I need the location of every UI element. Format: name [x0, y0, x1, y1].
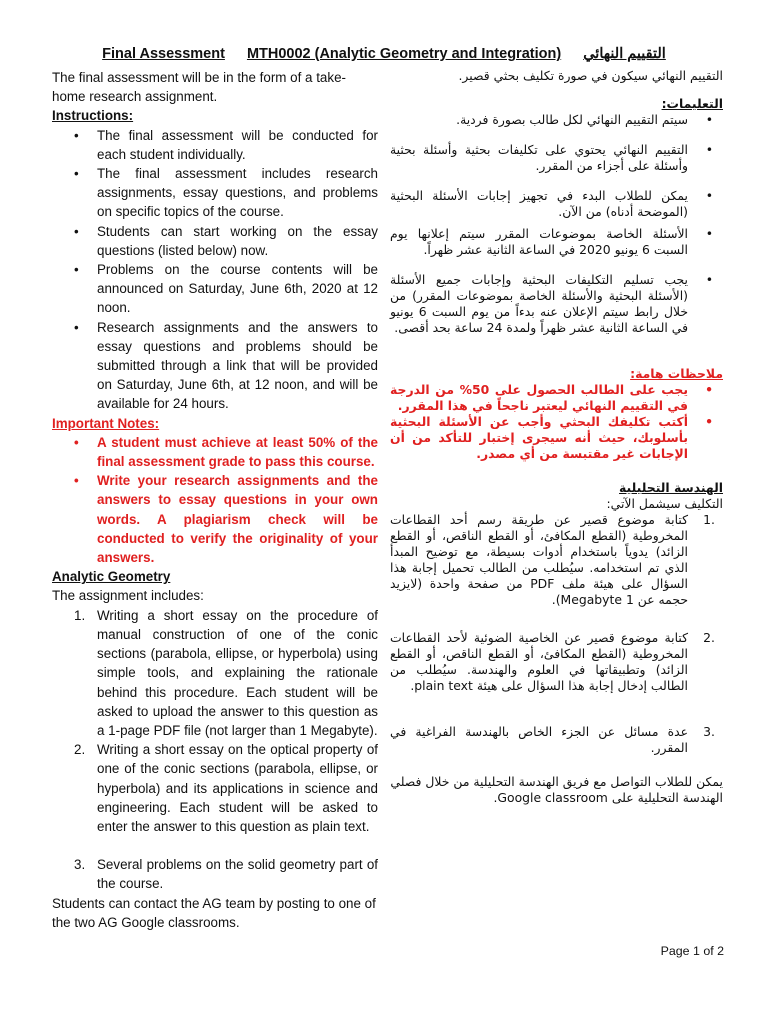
intro-text-ar: التقييم النهائي سيكون في صورة تكليف بحثي قصير. — [458, 68, 723, 83]
list-item — [390, 512, 723, 608]
ag-heading-ar: الهندسة التحليلية — [619, 480, 723, 495]
list-item: • يجب على الطالب الحصول على 50% من الدرجة في التقييم النهائي ليعتبر ناجحاً في هذا المقرر. — [390, 382, 723, 414]
instructions-heading-ar: التعليمات: — [661, 96, 723, 111]
list-item: • A student must achieve at least 50% of the final assessment grade to pass this course. — [52, 433, 378, 471]
arabic-column — [390, 68, 723, 806]
ag-intro: The assignment includes: — [52, 588, 204, 604]
notes-list — [52, 433, 378, 567]
intro-text: The final assessment will be in the form of a take-home research assignment. — [52, 70, 346, 105]
ag-heading: Analytic Geometry — [52, 569, 171, 585]
notes-heading: Important Notes: — [52, 415, 160, 431]
title-ar: التقييم النهائي — [583, 46, 666, 62]
page-number: Page 1 of 2 — [660, 944, 724, 958]
list-item: • Research assignments and the answers to essay questions and problems should be submitted through a link that will be provided on Saturday, June 6th, at 12 noon, and will be available for 24 hours. — [52, 318, 378, 414]
item-number: 1. — [703, 512, 715, 527]
list-item: • الأسئلة الخاصة بموضوعات المقرر سيتم إعلانها يوم السبت 6 يونيو 2020 في الساعة الثانية عشر ظهراً. — [390, 226, 723, 258]
list-item — [52, 606, 378, 740]
list-item: • يجب تسليم التكليفات البحثية وإجابات جميع الأسئلة (الأسئلة البحثية والأسئلة الخاصة بموضوعات المقرر) من خلال رابط سيتم الإعلان عنه بدءاً من يوم السبت 6 يونيو في الساعة الثانية عشر ظهراً ولمدة 24 ساعة بحد أقصى. — [390, 272, 723, 336]
course-title: MTH0002 (Analytic Geometry and Integration) — [246, 46, 562, 62]
list-item: • سيتم التقييم النهائي لكل طالب بصورة فردية. — [390, 112, 723, 128]
item-number: 2. — [703, 630, 715, 645]
list-item: • Problems on the course contents will be announced on Saturday, June 6th, 2020 at 12 noon. — [52, 260, 378, 318]
contact-text: Students can contact the AG team by posting to one of the two AG Google classrooms. — [52, 895, 376, 930]
instructions-heading: Instructions: — [52, 108, 134, 124]
list-item: • The final assessment will be conducted for each student individually. — [52, 126, 378, 164]
instructions-list — [52, 126, 378, 414]
item-text: Several problems on the solid geometry part of the course. — [97, 857, 378, 892]
item-text: كتابة موضوع قصير عن طريقة رسم أحد القطاعات المخروطية (القطع المكافئ، أو القطع الناقص، أو القطع الزائد) يدوياً باستخدام أدوات بسيطة، مع توضيح المبدأ الذي تم استخدامه. سيُطلب من الطالب تحميل إجابة هذا السؤال على هيئة ملف PDF من صفحة واحدة (لايزيد حجمه عن 1 Megabyte). — [390, 512, 688, 607]
item-number: 2. — [74, 742, 86, 758]
instructions-list-ar — [390, 112, 723, 336]
list-item — [390, 630, 723, 694]
ag-intro-ar: التكليف سيشمل الآتي: — [606, 496, 723, 511]
item-number: 3. — [74, 857, 86, 873]
item-number: 3. — [703, 724, 715, 739]
list-item — [390, 724, 723, 756]
notes-heading-ar: ملاحظات هامة: — [630, 366, 723, 381]
item-number: 1. — [74, 607, 86, 623]
list-item: • The final assessment includes research assignments, essay questions, and problems on specific topics of the course. — [52, 164, 378, 222]
list-item: • يمكن للطلاب البدء في تجهيز إجابات الأسئلة البحثية (الموضحة أدناه) من الآن. — [390, 188, 723, 220]
notes-list-ar — [390, 382, 723, 462]
document-header — [0, 46, 768, 62]
item-text: Writing a short essay on the optical property of one of the conic sections (parabola, ellipse, or hyperbola) and its applications in science and engineering. Each student will be asked to enter the answer to this question as plain text. — [97, 742, 378, 834]
item-text: عدة مسائل عن الجزء الخاص بالهندسة الفراغية في المقرر. — [390, 724, 688, 755]
list-item: • Students can start working on the essay questions (listed below) now. — [52, 222, 378, 260]
list-item — [52, 855, 378, 893]
list-item: • التقييم النهائي يحتوي على تكليفات بحثية وأسئلة بحثية وأسئلة على أجزاء من المقرر. — [390, 142, 723, 174]
ag-list — [52, 606, 378, 894]
item-text: كتابة موضوع قصير عن الخاصية الضوئية لأحد القطاعات المخروطية (القطع المكافئ، أو القطع الناقص، أو القطع الزائد) وتطبيقاتها في العلوم والهندسة. سيُطلب من الطالب إدخال إجابة هذا السؤال على هيئة plain text. — [390, 630, 688, 693]
ag-list-ar — [390, 512, 723, 756]
english-column — [52, 68, 378, 932]
list-item: • أكتب تكليفك البحثي وأجب عن الأسئلة البحثية بأسلوبك، حيث أنه سيجرى إختبار للتأكد من أن الإجابات غير مقتبسة من أي مصدر. — [390, 414, 723, 462]
list-item: • Write your research assignments and the answers to essay questions in your own words. A plagiarism check will be conducted to verify the originality of your answers. — [52, 471, 378, 567]
title-en: Final Assessment — [102, 46, 225, 62]
list-item — [52, 740, 378, 836]
contact-text-ar: يمكن للطلاب التواصل مع فريق الهندسة التحليلية من خلال فصلي الهندسة التحليلية على Google classroom. — [390, 774, 723, 805]
item-text: Writing a short essay on the procedure of manual construction of one of the conic sections (parabola, ellipse, or hyperbola) using simple tools, and explaining the rationale behind this procedure. Each student will be asked to upload the answer to this question as a 1-page PDF file (not larger than 1 Megabyte). — [97, 607, 378, 738]
